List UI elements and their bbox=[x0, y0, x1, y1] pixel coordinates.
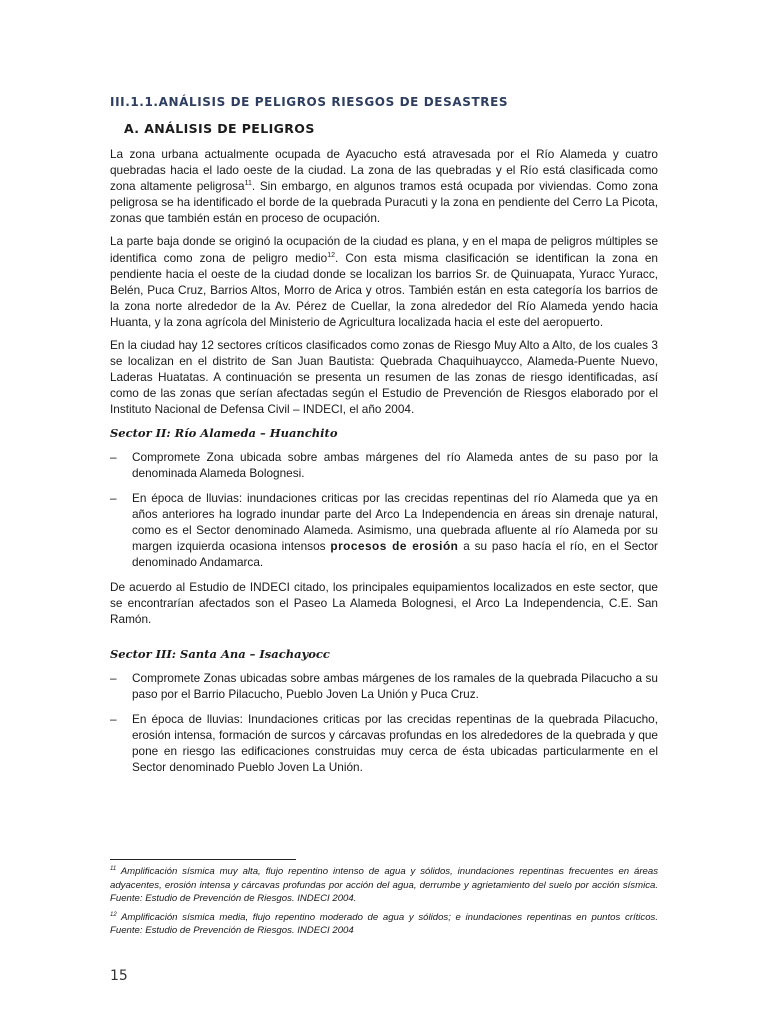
footnote-separator bbox=[110, 859, 296, 860]
sector-3-bullet-2 bbox=[110, 711, 658, 775]
body-text bbox=[110, 146, 658, 784]
paragraph-1-text-b: . Sin embargo, en algunos tramos está ocupada por viviendas. Como zona peligrosa se ha identificado el borde de la quebrada Puracuti y la zona en pendiente del Cerro La Picota, zonas que también están en proceso de ocupación. bbox=[110, 179, 658, 226]
sector-2-bullet-1-text: Compromete Zona ubicada sobre ambas márgenes del río Alameda antes de su paso por la denominada Alameda Bolognesi. bbox=[132, 449, 658, 480]
sector-2-bullet-2-bold: procesos de erosión bbox=[330, 539, 459, 554]
sector-2-bullet-2 bbox=[110, 490, 658, 570]
bullet-dash: – bbox=[110, 711, 117, 726]
footnote-12-text: Amplificación sísmica media, flujo repentino moderado de agua y sólidos; e inundaciones repentinas en puntos críticos. Fuente: Estudio de Prevención de Riesgos. INDECI 2004 bbox=[110, 911, 658, 936]
footnote-11 bbox=[110, 865, 658, 906]
footnote-12 bbox=[110, 911, 658, 938]
paragraph-3: En la ciudad hay 12 sectores críticos clasificados como zonas de Riesgo Muy Alto a Alto, de los cuales 3 se localizan en el distrito de San Juan Bautista: Quebrada Chaquihuaycco, Alameda-Puente Nuevo, Laderas Huatatas. A continuación se presenta un resumen de las zonas de riesgo identificadas, así como de las zonas que serían afectadas según el Estudio de Prevención de Riesgos elaborado por el Instituto Nacional de Defensa Civil – INDECI, el año 2004. bbox=[110, 338, 658, 417]
sector-2-bullet-2-text-b: a su paso hacía el río, en el Sector denominado Andamarca. bbox=[132, 539, 658, 570]
sector-2-bullet-1 bbox=[110, 449, 658, 481]
paragraph-1-text-a: La zona urbana actualmente ocupada de Ayacucho está atravesada por el Río Alameda y cuatro quebradas hacia el lado oeste de la ciudad. La zona de las quebradas y el Río está clasificada como zona altamente peligrosa bbox=[110, 147, 658, 194]
paragraph-2 bbox=[110, 233, 658, 330]
paragraph-4: De acuerdo al Estudio de INDECI citado, los principales equipamientos localizados en este sector, que se encontrarían afectados son el Paseo La Alameda Bolognesi, el Arco La Independencia, C.E. San Ramón. bbox=[110, 580, 658, 627]
bullet-dash: – bbox=[110, 670, 117, 685]
footnotes bbox=[110, 865, 658, 943]
bullet-dash: – bbox=[110, 490, 117, 505]
sector-3-title: Sector III: Santa Ana – Isachayocc bbox=[110, 646, 330, 661]
bullet-dash: – bbox=[110, 449, 117, 464]
section-heading: III.1.1.ANÁLISIS DE PELIGROS RIESGOS DE DESASTRES bbox=[110, 95, 509, 109]
paragraph-2-text-b: . Con esta misma clasificación se identifican la zona en pendiente hacia el oeste de la ciudad donde se localizan los barrios Sr. de Quinuapata, Yuracc Yuracc, Belén, Puca Cruz, Barrios Altos, Morro de Arica y otros. También están en esta categoría los barrios de la zona norte alrededor de la Av. Pérez de Cuellar, la zona alrededor del Río Alameda yendo hacia Huanta, y la zona agrícola del Ministerio de Agricultura localizada hacia el este del aeropuerto. bbox=[110, 250, 658, 329]
footnote-12-mark: 12 bbox=[110, 911, 117, 918]
sector-3-bullet-2-text: En época de lluvias: Inundaciones criticas por las crecidas repentinas de la quebrada Pilacucho, erosión intensa, formación de surcos y cárcavas profundas en los alrededores de la quebrada y que pone en riesgo las edificaciones construidas muy cerca de ésta ubicadas particularmente en el Sector denominado Pueblo Joven La Unión. bbox=[132, 711, 658, 775]
footnote-11-mark: 11 bbox=[110, 865, 117, 872]
sector-2-bullet-2-text-a: En época de lluvias: inundaciones criticas por las crecidas repentinas del río Alameda que ya en años anteriores ha logrado inundar parte del Arco La Independencia en áreas sin drenaje natural, como es el Sector denominado Alameda. Asimismo, una quebrada afluente al río Alameda por su margen izquierda ocasiona intensos bbox=[132, 490, 658, 554]
footnote-11-text: Amplificación sísmica muy alta, flujo repentino intenso de agua y sólidos, inundaciones repentinas frecuentes en áreas adyacentes, erosión intensa y cárcavas profundas por acción del agua, derrumbe y agrietamiento del suelo por acción sísmica. Fuente: Estudio de Prevención de Riesgos. INDECI 2004. bbox=[110, 866, 658, 904]
sector-3-bullet-1 bbox=[110, 670, 658, 702]
sector-3-bullet-1-text: Compromete Zonas ubicadas sobre ambas márgenes de los ramales de la quebrada Pilacucho a su paso por el Barrio Pilacucho, Pueblo Joven La Unión y Puca Cruz. bbox=[132, 670, 658, 701]
paragraph-1 bbox=[110, 146, 658, 226]
footnote-ref-12[interactable]: 12 bbox=[327, 251, 335, 259]
subsection-heading: A. ANÁLISIS DE PELIGROS bbox=[124, 121, 315, 136]
sector-2-title: Sector II: Río Alameda – Huanchito bbox=[110, 425, 338, 440]
footnote-ref-11[interactable]: 11 bbox=[244, 180, 252, 188]
page-number: 15 bbox=[110, 968, 128, 984]
paragraph-2-text-a: La parte baja donde se originó la ocupación de la ciudad es plana, y en el mapa de peligros múltiples se identifica como zona de peligro medio bbox=[110, 234, 658, 265]
